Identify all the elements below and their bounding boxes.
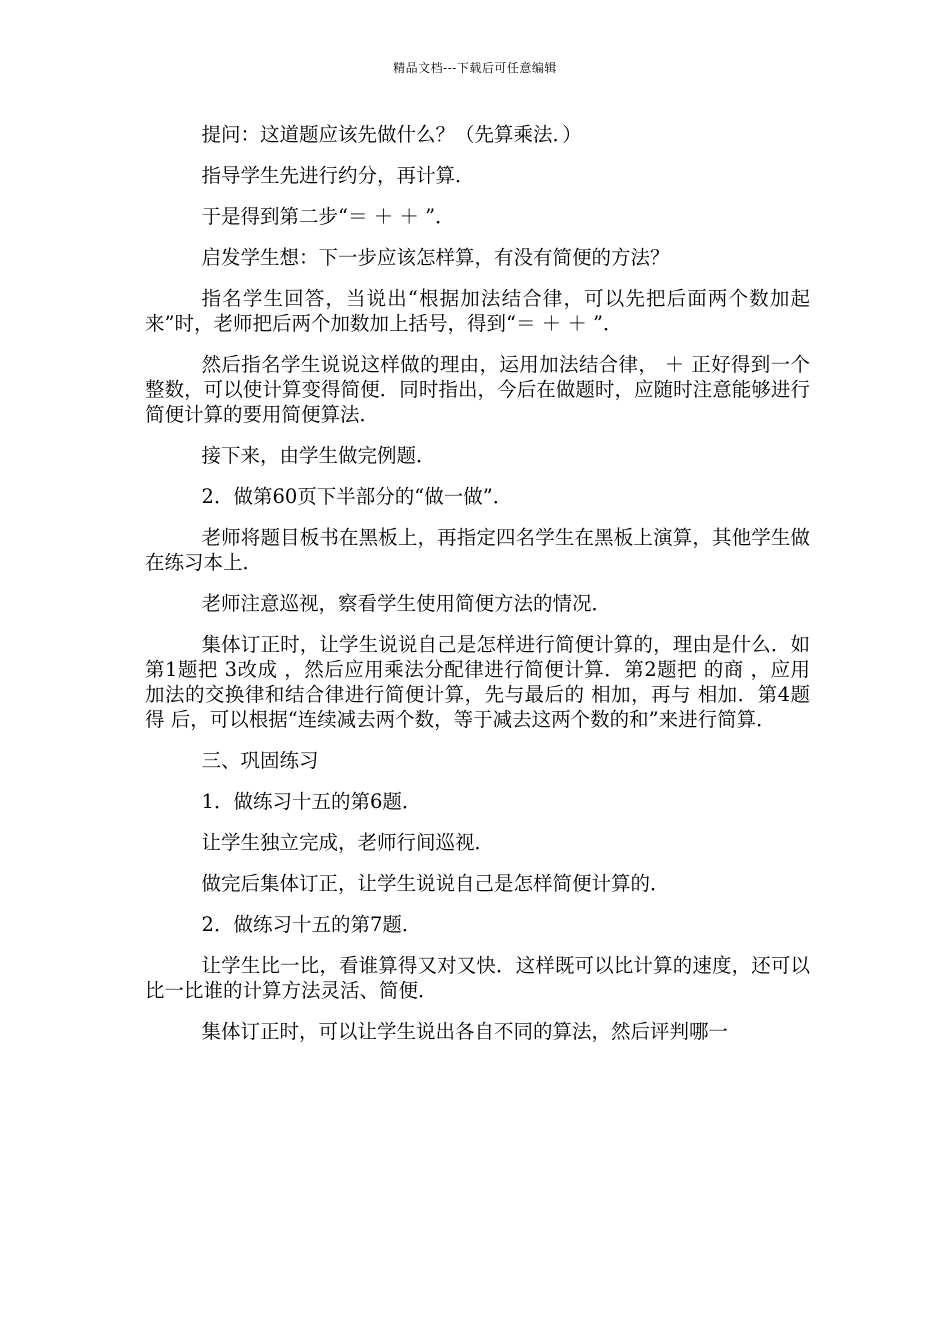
paragraph-item-2: 2．做第60页下半部分的“做一做”． — [201, 485, 513, 508]
paragraph-finish-example: 接下来，由学生做完例题． — [201, 444, 436, 467]
paragraph-answer: 指名学生回答，当说出“根据加法结合律，可以先把后面两个数加起来”时，老师把后两个加数加上括号，得到“＝ ＋ ＋ ”． — [145, 287, 810, 335]
document-body — [145, 122, 810, 1060]
paragraph-blackboard: 老师将题目板书在黑板上，再指定四名学生在黑板上演算，其他学生做在练习本上． — [145, 526, 810, 574]
paragraph-compare: 让学生比一比，看谁算得又对又快．这样既可以比计算的速度，还可以比一比谁的计算方法灵活、简便． — [145, 954, 810, 1002]
section-heading-practice: 三、巩固练习 — [201, 749, 319, 772]
paragraph-final: 集体订正时，可以让学生说出各自不同的算法，然后评判哪一 — [201, 1020, 729, 1043]
paragraph-independent: 让学生独立完成，老师行间巡视． — [201, 831, 495, 854]
paragraph-question: 提问：这道题应该先做什么？（先算乘法．） — [201, 123, 582, 146]
paragraph-exercise-6: 1．做练习十五的第6题． — [201, 790, 422, 813]
paragraph-second-step: 于是得到第二步“＝ ＋ ＋ ”． — [201, 205, 455, 228]
paragraph-exercise-7: 2．做练习十五的第7题． — [201, 913, 422, 936]
page-header: 精品文档---下载后可任意编辑 — [393, 61, 557, 75]
paragraph-inspire: 启发学生想：下一步应该怎样算，有没有简便的方法？ — [201, 246, 670, 269]
paragraph-reason: 然后指名学生说说这样做的理由，运用加法结合律， ＋ 正好得到一个整数，可以使计算变得简便．同时指出，今后在做题时，应随时注意能够进行简便计算的要用简便算法． — [145, 353, 810, 426]
paragraph-group-correct: 做完后集体订正，让学生说说自己是怎样简便计算的． — [201, 872, 670, 895]
paragraph-correction: 集体订正时，让学生说说自己是怎样进行简便计算的，理由是什么．如第1题把 3改成 ，然后应用乘法分配律进行简便计算．第2题把 的商 ，应用加法的交换律和结合律进行简便计算，先与最后的 相加，再与 相加．第4题 得 后，可以根据“连续减去两个数，等于减去这两个数的和”来进行简算． — [145, 633, 810, 731]
paragraph-patrol: 老师注意巡视，察看学生使用简便方法的情况． — [201, 592, 612, 615]
paragraph-guide-reduce: 指导学生先进行约分，再计算． — [201, 164, 475, 187]
